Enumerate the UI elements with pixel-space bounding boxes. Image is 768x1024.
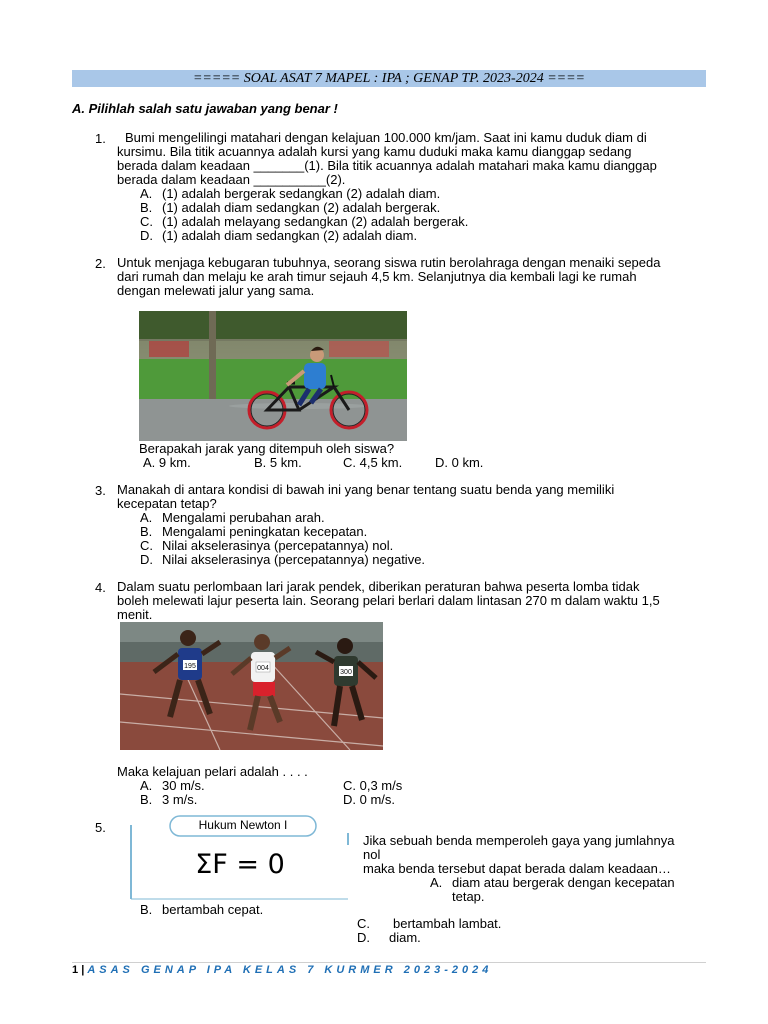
q3-option-b: B. Mengalami peningkatan kecepatan. <box>140 524 368 539</box>
q3-line: Manakah di antara kondisi di bawah ini yang benar tentang suatu benda yang memiliki <box>117 482 615 497</box>
q1-option-d: D. (1) adalah diam sedangkan (2) adalah diam. <box>140 228 418 243</box>
q2-option-c: C. 4,5 km. <box>343 455 403 470</box>
q4-option-a: A. 30 m/s. <box>140 778 205 793</box>
q1-line: Bumi mengelilingi matahari dengan kelajuan 100.000 km/jam. Saat ini kamu duduk diam di <box>125 130 647 145</box>
q2-option-d: D. 0 km. <box>435 455 484 470</box>
footer-separator: | <box>81 964 85 976</box>
cyclist-illustration <box>139 311 407 441</box>
section-title: A. Pilihlah salah satu jawaban yang benar ! <box>72 101 338 116</box>
q4-question: Maka kelajuan pelari adalah . . . . <box>117 764 308 779</box>
q1-line: berada dalam keadaan _______(1). Bila titik acuannya adalah matahari maka kamu dianggap <box>117 158 657 173</box>
document-title: ===== SOAL ASAT 7 MAPEL : IPA ; GENAP TP. 2023-2024 ==== <box>192 71 585 86</box>
runner-bib: 195 <box>184 663 196 670</box>
newton-law-formula: ΣF = 0 <box>195 849 285 880</box>
q5-option-c: C. bertambah lambat. <box>357 916 502 931</box>
q5-option-a: A. diam atau bergerak dengan kecepatan <box>430 875 675 890</box>
q3-line: kecepatan tetap? <box>117 496 217 511</box>
q1-option-c: C. (1) adalah melayang sedangkan (2) adalah bergerak. <box>140 214 469 229</box>
q2-option-b: B. 5 km. <box>254 455 302 470</box>
q2-line: Untuk menjaga kebugaran tubuhnya, seorang siswa rutin berolahraga dengan menaiki sepeda <box>117 255 661 270</box>
q4-line: boleh melewati lajur peserta lain. Seorang pelari berlari dalam lintasan 270 m dalam waktu 1,5 <box>117 593 660 608</box>
footer-divider <box>72 962 706 963</box>
q3-option-a: A. Mengalami perubahan arah. <box>140 510 325 525</box>
q4-option-c: C. 0,3 m/s <box>343 778 403 793</box>
q5-option-b: B. bertambah cepat. <box>140 902 264 917</box>
q4-option-d: D. 0 m/s. <box>343 792 396 807</box>
q5-number: 5. <box>95 820 106 835</box>
sprinters-photo <box>120 622 383 750</box>
q3-number: 3. <box>95 483 106 498</box>
page-footer <box>72 964 492 976</box>
newton-law-box <box>130 815 350 900</box>
sprinters-illustration <box>120 622 383 750</box>
q5-line: Jika sebuah benda memperoleh gaya yang jumlahnya <box>363 833 675 848</box>
q5-line: maka benda tersebut dapat berada dalam keadaan… <box>363 861 671 876</box>
q1-option-a: A. (1) adalah bergerak sedangkan (2) adalah diam. <box>140 186 441 201</box>
q2-question: Berapakah jarak yang ditempuh oleh siswa? <box>139 441 395 456</box>
q4-number: 4. <box>95 580 106 595</box>
q1-option-b: B. (1) adalah diam sedangkan (2) adalah bergerak. <box>140 200 441 215</box>
q3-option-d: D. Nilai akselerasinya (percepatannya) negative. <box>140 552 426 567</box>
q1-number: 1. <box>95 131 106 146</box>
q5-line: nol <box>363 847 381 862</box>
q1-line: berada dalam keadaan __________(2). <box>117 172 346 187</box>
cyclist-photo <box>139 311 407 441</box>
q5-option-a-cont: tetap. <box>452 889 485 904</box>
q2-option-a: A. 9 km. <box>143 455 191 470</box>
runner-bib: 004 <box>257 665 269 672</box>
footer-text: ASAS GENAP IPA KELAS 7 KURMER 2023-2024 <box>87 964 493 976</box>
q4-option-b: B. 3 m/s. <box>140 792 198 807</box>
q2-line: dengan melewati jalur yang sama. <box>117 283 315 298</box>
q1-line: kursimu. Bila titik acuannya adalah kursi yang kamu duduki maka kamu dianggap sedang <box>117 144 632 159</box>
runner-bib: 300 <box>340 669 352 676</box>
newton-law-title: Hukum Newton I <box>198 818 288 832</box>
q4-line: menit. <box>117 607 153 622</box>
page-number: 1 <box>72 964 79 976</box>
q2-number: 2. <box>95 256 106 271</box>
q2-line: dari rumah dan melaju ke arah timur sejauh 4,5 km. Selanjutnya dia kembali lagi ke rumah <box>117 269 637 284</box>
q3-option-c: C. Nilai akselerasinya (percepatannya) nol. <box>140 538 394 553</box>
q4-line: Dalam suatu perlombaan lari jarak pendek, diberikan peraturan bahwa peserta lomba tidak <box>117 579 640 594</box>
q5-option-d: D. diam. <box>357 930 421 945</box>
